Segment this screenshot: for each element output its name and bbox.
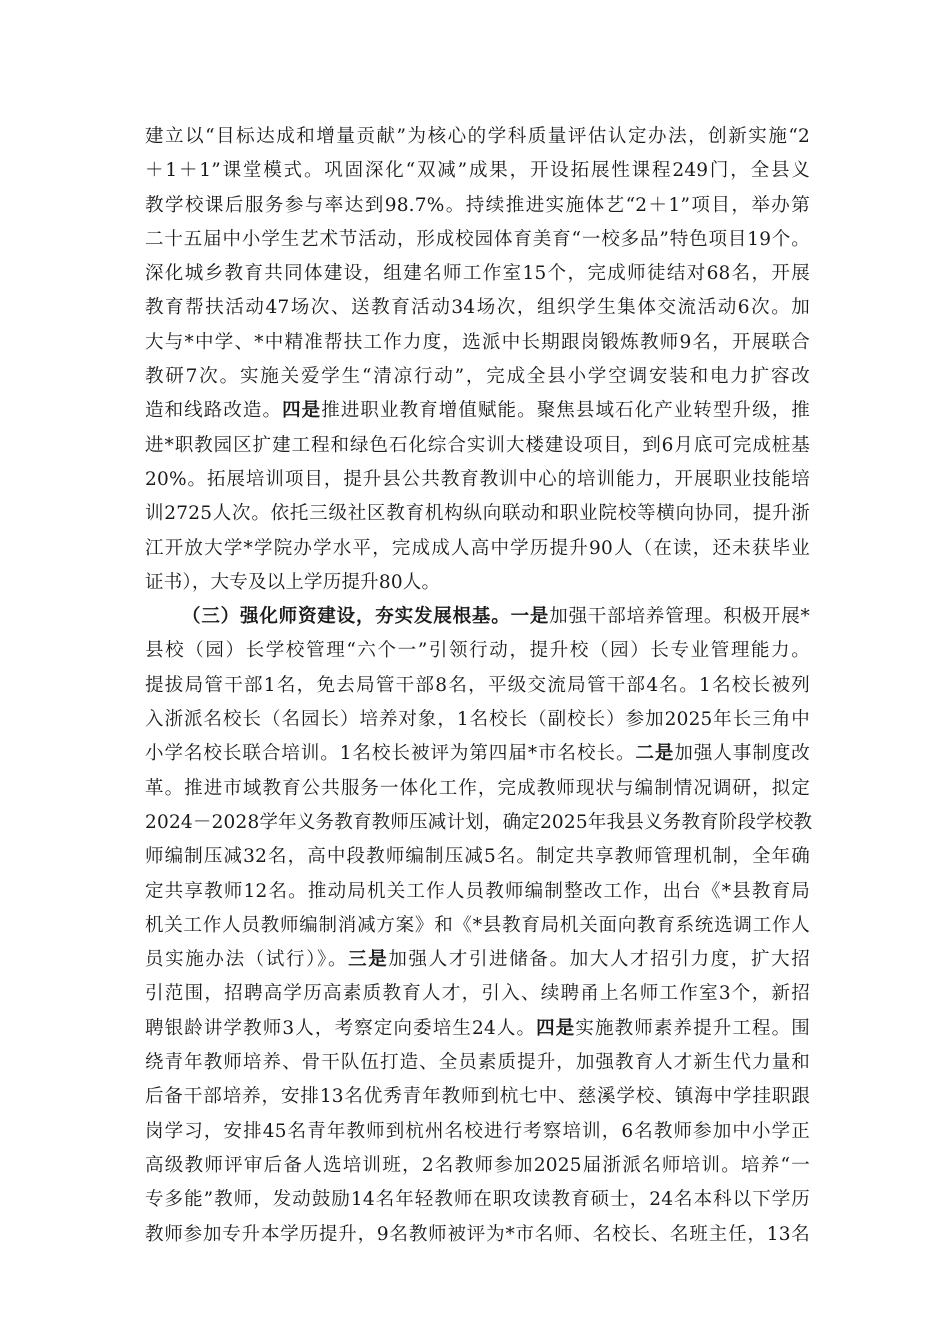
paragraph-education-quality: [145, 120, 810, 600]
text-line: [145, 703, 810, 737]
text-line: [145, 360, 810, 394]
text-line: [145, 497, 810, 531]
text-run: 小学名校长联合培训。1名校长被评为第四届*市名校长。: [145, 743, 636, 765]
text-run: 江开放大学*学院办学水平，完成成人高中学历提升90人（在读，还未获毕业: [145, 537, 810, 559]
text-run: 专多能”教师，发动鼓励14名年轻教师在职攻读教育硕士，24名本科以下学历: [145, 1189, 810, 1211]
text-line: [145, 394, 810, 428]
text-line: [145, 257, 810, 291]
bold-text-run: 三是: [348, 949, 389, 971]
text-run: 高级教师评审后备人选培训班，2名教师参加2025届浙派名师培训。培养“一: [145, 1154, 810, 1176]
text-line: [145, 1046, 810, 1080]
text-line: [145, 223, 810, 257]
text-run: 深化城乡教育共同体建设，组建名师工作室15个，完成师徒结对68名，开展: [145, 263, 810, 285]
text-run: 革。推进市域教育公共服务一体化工作，完成教师现状与编制情况调研，拟定: [145, 777, 810, 799]
text-line: [145, 326, 810, 360]
text-line: [145, 772, 810, 806]
bold-text-run: 四是: [536, 1017, 576, 1039]
text-line: [145, 806, 813, 840]
text-run: 提拔局管干部1名，免去局管干部8名，平级交流局管干部4名。1名校长被列: [145, 674, 810, 696]
bold-text-run: 二是: [635, 743, 675, 765]
document-body: [145, 120, 813, 1252]
text-line: [145, 429, 810, 463]
text-run: 二十五届中小学生艺术节活动，形成校园体育美育“一校多品”特色项目19个。: [145, 228, 810, 250]
text-run: 师编制压减32名，高中段教师编制压减5名。制定共享教师管理机制，全年确: [145, 846, 810, 868]
text-line: [145, 977, 810, 1011]
text-run: 后备干部培养，安排13名优秀青年教师到杭七中、慈溪学校、镇海中学挂职跟: [145, 1086, 810, 1108]
text-run: 教学校课后服务参与率达到98.7%。持续推进实施体艺“2＋1”项目，举办第: [145, 194, 810, 216]
text-run: ＋1＋1”课堂模式。巩固深化“双减”成果，开设拓展性课程249门，全县义: [145, 160, 810, 182]
text-line: [145, 943, 810, 977]
text-run: 岗学习，安排45名青年教师到杭州名校进行考察培训，6名教师参加中小学正: [145, 1120, 810, 1142]
text-line: [145, 1183, 810, 1217]
text-run: 教育帮扶活动47场次、送教育活动34场次，组织学生集体交流活动6次。加: [145, 297, 810, 319]
text-line: [145, 291, 810, 325]
text-run: 加强人才引进储备。加大人才招引力度，扩大招: [388, 949, 811, 971]
text-run: 定共享教师12名。推动局机关工作人员教师编制整改工作，出台《*县教育局: [145, 880, 810, 902]
text-run: 引范围，招聘高学历高素质教育人才，引入、续聘甬上名师工作室3个，新招: [145, 983, 810, 1005]
text-line: [145, 737, 810, 771]
text-run: 证书），大专及以上学历提升80人。: [145, 571, 441, 593]
bold-text-run: （三）强化师资建设，夯实发展根基。一是: [182, 606, 550, 628]
text-line: [145, 1012, 810, 1046]
text-line: [145, 566, 810, 600]
text-line: [145, 669, 810, 703]
text-run: 教师参加专升本学历提升，9名教师被评为*市名师、名校长、名班主任，13名: [145, 1223, 810, 1245]
text-line: [145, 909, 810, 943]
text-run: 入浙派名校长（名园长）培养对象，1名校长（副校长）参加2025年长三角中: [145, 709, 810, 731]
text-run: 聘银龄讲学教师3人，考察定向委培生24人。: [145, 1017, 537, 1039]
text-line: [145, 189, 810, 223]
text-run: 县校（园）长学校管理“六个一”引领行动，提升校（园）长专业管理能力。: [145, 640, 810, 662]
text-run: 训2725人次。依托三级社区教育机构纵向联动和职业院校等横向协同，提升浙: [145, 503, 810, 525]
text-run: 绕青年教师培养、骨干队伍打造、全员素质提升，加强教育人才新生代力量和: [145, 1052, 810, 1074]
text-line: [145, 1080, 810, 1114]
text-line: [145, 532, 810, 566]
text-line: [145, 1218, 810, 1252]
text-run: 2024－2028学年义务教育教师压减计划，确定2025年我县义务教育阶段学校教: [145, 811, 813, 833]
text-run: 推进职业教育增值赋能。聚焦县域石化产业转型升级，推: [321, 400, 810, 422]
text-run: 员实施办法（试行）》。: [145, 949, 349, 971]
text-run: 建立以“目标达成和增量贡献”为核心的学科质量评估认定办法，创新实施“2: [145, 126, 810, 147]
text-line: [145, 875, 810, 909]
text-line: [145, 600, 810, 634]
text-run: 加强人事制度改: [674, 743, 810, 765]
text-line: [145, 154, 810, 188]
text-line: [145, 634, 810, 668]
bold-text-run: 四是: [282, 400, 322, 422]
text-run: 教研7次。实施关爱学生“清凉行动”，完成全县小学空调安装和电力扩容改: [145, 366, 810, 388]
text-run: 大与*中学、*中精准帮扶工作力度，选派中长期跟岗锻炼教师9名，开展联合: [145, 331, 810, 353]
text-run: 进*职教园区扩建工程和绿色石化综合实训大楼建设项目，到6月底可完成桩基: [145, 434, 810, 456]
text-line: [145, 120, 810, 154]
text-run: 造和线路改造。: [145, 400, 283, 422]
text-line: [145, 463, 810, 497]
text-run: 20%。拓展培训项目，提升县公共教育教训中心的培训能力，开展职业技能培: [145, 468, 810, 490]
text-run: 加强干部培养管理。积极开展*: [549, 606, 810, 628]
paragraph-teacher-development: [145, 600, 813, 1252]
text-line: [145, 1149, 810, 1183]
text-run: 实施教师素养提升工程。围: [575, 1017, 811, 1039]
text-line: [145, 1115, 810, 1149]
text-line: [145, 840, 810, 874]
text-run: 机关工作人员教师编制消减方案》和《*县教育局机关面向教育系统选调工作人: [145, 914, 810, 936]
